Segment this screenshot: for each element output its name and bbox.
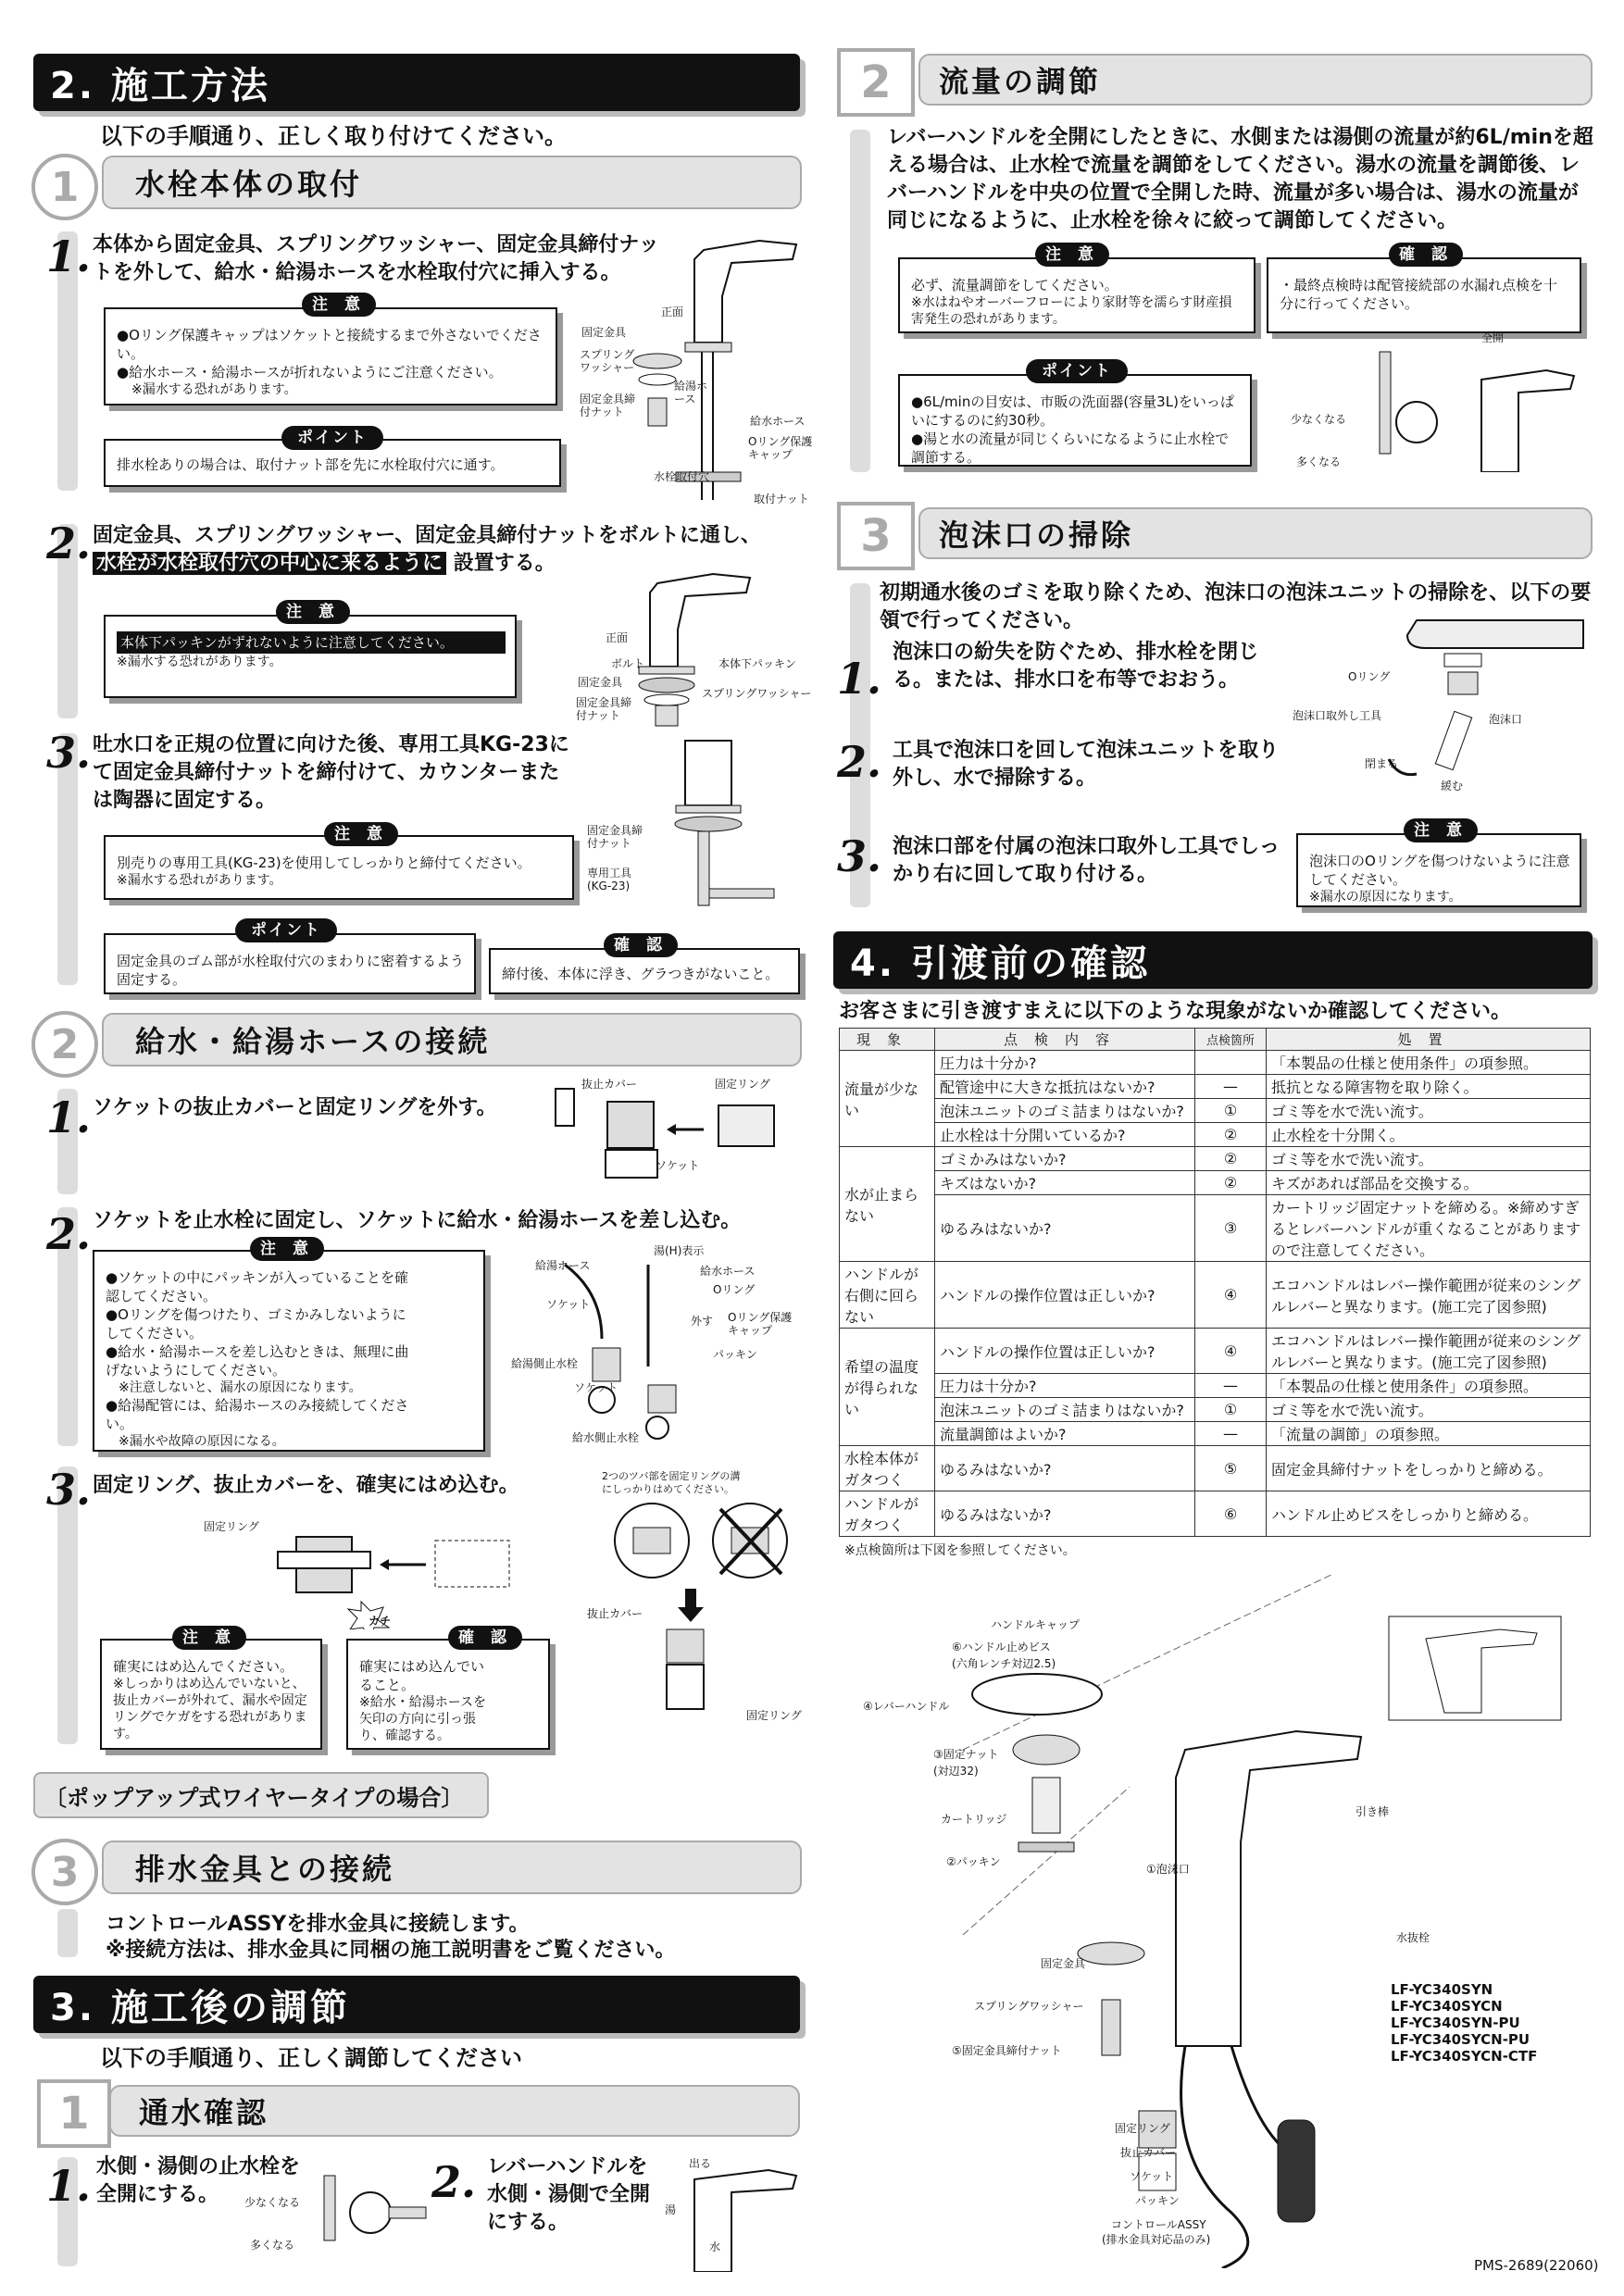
step-sidebar [850,130,870,472]
sub-3-line1: コントロールASSYを排水金具に接続します。 [106,1913,530,1936]
fig-label: 出る [689,2157,712,2170]
confirm-label: 確 認 [1389,243,1463,267]
step-2-number: 2. [46,518,92,568]
aerator-step2-text: 工具で泡沫口を回して泡沫ユニットを取り外し、水で掃除する。 [893,739,1280,790]
part-label: ③固定ナット [933,1748,999,1761]
sub-2-number: 2 [31,1011,98,1078]
fig-label: 湯(H)表示 [654,1244,705,1257]
section-3-intro: 以下の手順通り、正しく調節してください [100,2045,522,2071]
fig-label: 緩む [1441,780,1464,792]
fig-label: 給水側止水栓 [572,1431,640,1444]
section-2-header [33,54,800,111]
fig-label: 固定リング [204,1520,259,1533]
fig-label: ソケット [574,1381,618,1394]
step-3-text: 固定リング、抜止カバーを、確実にはめ込む。 [93,1474,519,1497]
caution-note: ※漏水の原因になります。 [1309,890,1462,905]
sec3-step2-number: 2. [431,2157,477,2207]
check-cell: ハンドルの操作位置は正しいか? [935,1329,1195,1374]
check-cell: 泡沫ユニットのゴミ詰まりはないか? [935,1099,1195,1123]
action-cell: 抵抗となる障害物を取り除く。 [1267,1075,1591,1099]
step-2-highlight: 水栓が水栓取付穴の中心に来るように [93,552,446,575]
fig-label: 少なくなる [244,2196,301,2209]
caution-label: 注 意 [302,293,376,317]
mark-cell: — [1195,1075,1267,1099]
caution-label: 注 意 [276,600,350,624]
caution-line: ●Oリング保護キャップはソケットと接続するまで外さないでください。 [117,327,542,362]
step-1-caution-box [104,307,557,406]
valve-figure [306,2166,435,2259]
popup-title: 〔ポップアップ式ワイヤータイプの場合〕 [44,1784,464,1811]
check-cell: ゆるみはないか? [935,1446,1195,1491]
table-row [840,1099,1591,1123]
fig-label: 給湯側止水栓 [511,1357,579,1370]
doc-code: PMS-2689(22060) [1474,2257,1599,2274]
table-row [840,1051,1591,1075]
mark-cell: ⑥ [1195,1491,1267,1537]
fig-label: 正面 [661,306,684,318]
table-row [840,1195,1591,1262]
phenomenon-cell: 流量が少ない [840,1051,935,1147]
check-cell: ハンドルの操作位置は正しいか? [935,1262,1195,1329]
fig-label: 水栓取付穴 [654,470,710,483]
confirm-text: 締付後、本体に浮き、グラつきがないこと。 [502,966,780,982]
caution-note: ※水はねやオーバーフローにより家財等を濡らす財産損害発生の恐れがあります。 [911,295,1232,327]
phenomenon-cell: ハンドルがガタつく [840,1491,935,1537]
action-cell: エコハンドルはレバー操作範囲が従来のシングルレバーと異なります。(施工完了図参照) [1267,1262,1591,1329]
fig-label: 正面 [606,631,629,644]
table-row [840,1446,1591,1491]
flow-valve-figure [1305,343,1583,472]
action-cell: 「本製品の仕様と使用条件」の項参照。 [1267,1374,1591,1398]
sec3-sub1-number: 1 [37,2079,111,2148]
section-3-title: 3. 施工後の調節 [50,1986,350,2029]
sec3-sub1-header [109,2085,800,2137]
model-name: LF-YC340SYN [1391,1981,1493,1998]
phenomenon-cell: 水が止まらない [840,1147,935,1262]
part-label: ソケット [1130,2170,1174,2183]
flow-caution-box [898,257,1255,333]
sub-3-line2: ※接続方法は、排水金具に同梱の施工説明書をご覧ください。 [106,1939,676,1962]
sub-2-title: 給水・給湯ホースの接続 [135,1024,491,1059]
fig-label: 多くなる [1296,455,1342,468]
fig-label: 全開 [1481,331,1505,344]
fig-label: ボルト [611,657,645,670]
table-row [840,1491,1591,1537]
step-3-text: 吐水口を正規の位置に向けた後、専用工具KG-23にて固定金具締付ナットを締付けて、カウンターまたは陶器に固定する。 [93,733,569,812]
model-name: LF-YC340SYCN-PU [1391,2031,1530,2048]
fig-label: パッキン [713,1348,757,1361]
sub-3-number: 3 [31,1839,98,1905]
caution-note: ※注意しないと、漏水の原因になります。 [119,1380,362,1395]
action-cell: キズがあれば部品を交換する。 [1267,1171,1591,1195]
fig-label: Oリング [713,1283,756,1296]
part-label: ②パッキン [946,1855,1001,1868]
caution-label: 注 意 [172,1626,246,1650]
inset-label: 水抜栓 [1396,1931,1430,1944]
step-2-number: 2. [46,1209,92,1259]
fig-label: Oリング保護キャップ [748,435,813,461]
mark-cell: ③ [1195,1195,1267,1262]
fig-label: スプリングワッシャー [702,687,812,700]
mark-cell: ② [1195,1147,1267,1171]
fig-label: 給湯ホース [535,1259,591,1272]
caution-label: 注 意 [1035,243,1109,267]
fig-label: 固定リング [715,1078,770,1091]
caution-line: ●Oリングを傷つけたり、ゴミかみしないようにしてください。 [106,1306,406,1341]
part-label: ④レバーハンドル [863,1700,950,1713]
model-name: LF-YC340SYCN [1391,1998,1503,2015]
check-cell: 圧力は十分か? [935,1374,1195,1398]
fig-label: 泡沫口 [1489,713,1523,726]
fig-label: 泡沫口取外し工具 [1293,709,1382,722]
table-row [840,1075,1591,1099]
caution-note: ※しっかりはめ込んでいないと、抜止カバーが外れて、漏水や固定リングでケガをする恐れがあります。 [113,1677,307,1741]
point-label: ポイント [281,426,383,450]
sec3-step1-number: 1. [46,2161,92,2211]
sec3-sub3-header [918,507,1593,559]
point-text: 排水栓ありの場合は、取付ナット部を先に水栓取付穴に通す。 [117,456,505,473]
mark-cell: ① [1195,1099,1267,1123]
confirm-label: 確 認 [604,933,678,957]
aerator-step1-number: 1. [837,654,882,704]
point-line: ●6L/minの目安は、市販の洗面器(容量3L)をいっぱいにするのに約30秒。 [911,393,1234,429]
fig-label: 湯 [665,2203,677,2216]
caution-label: 注 意 [1404,818,1478,842]
fig-label: 給水ホース [700,1265,756,1278]
fig-label: 給水ホース [750,415,806,428]
phenomenon-cell: 水栓本体がガタつく [840,1446,935,1491]
part-label: コントロールASSY [1111,2218,1206,2231]
fig-label: カチ [369,1615,392,1628]
caution-line: 必ず、流量調節をしてください。 [911,277,1118,293]
aerator-step1-text: 泡沫口の紛失を防ぐため、排水栓を閉じる。または、排水口を布等でおおう。 [893,641,1259,692]
step-1-text: 本体から固定金具、スプリングワッシャー、固定金具締付ナットを外して、給水・給湯ホースを水栓取付穴に挿入する。 [93,233,659,284]
fig-label: 抜止カバー [587,1607,643,1620]
sub-3-header [102,1841,802,1894]
step-3-caution-box [100,1639,322,1750]
table-row [840,1123,1591,1147]
caution-note: ※漏水する恐れがあります。 [117,873,282,888]
caution-line: 確実にはめ込んでください。 [113,1658,294,1675]
point-label: ポイント [235,918,337,942]
action-cell: ゴミ等を水で洗い流す。 [1267,1398,1591,1422]
action-cell: ゴミ等を水で洗い流す。 [1267,1147,1591,1171]
mark-cell: ⑤ [1195,1446,1267,1491]
fig-label: 固定リング [746,1709,802,1722]
exploded-diagram [833,1565,1593,2268]
mark-cell [1195,1051,1267,1075]
section-2-intro: 以下の手順通り、正しく取り付けてください。 [100,123,567,149]
part-label: ⑥ハンドル止めビス [952,1641,1051,1653]
fig-label: 専用工具(KG-23) [587,867,632,892]
aerator-caution-box [1296,833,1581,907]
fig-label: 外す [691,1315,714,1328]
step-3-number: 3. [46,1465,92,1515]
action-cell: 「流量の調節」の項参照。 [1267,1422,1591,1446]
check-table [839,1028,1591,1537]
point-line: ●湯と水の流量が同じくらいになるように止水栓で調節する。 [911,430,1230,466]
part-label: (対辺32) [933,1765,979,1778]
model-list [1391,1981,1537,2065]
sec3-sub3-number: 3 [837,502,915,570]
action-cell: ゴミ等を水で洗い流す。 [1267,1099,1591,1123]
check-cell: 圧力は十分か? [935,1051,1195,1075]
part-label: パッキン [1135,2194,1180,2207]
point-label: ポイント [1026,359,1128,383]
fig-label: 本体下パッキン [718,657,796,670]
check-cell: ゆるみはないか? [935,1195,1195,1262]
fig-label: 給湯ホース [674,380,708,406]
mark-cell: ④ [1195,1262,1267,1329]
sub-2-header [102,1013,802,1067]
supply-connection-figure [500,1255,806,1450]
point-text: 固定金具のゴム部が水栓取付穴のまわりに密着するよう固定する。 [117,953,465,988]
confirm-line: 確実にはめ込んでいること。 [359,1658,485,1693]
action-cell: エコハンドルはレバー操作範囲が従来のシングルレバーと異なります。(施工完了図参照) [1267,1329,1591,1374]
check-cell: キズはないか? [935,1171,1195,1195]
aerator-step3-text: 泡沫口部を付属の泡沫口取外し工具でしっかり右に回して取り付ける。 [893,835,1280,886]
step-2-text: ソケットを止水栓に固定し、ソケットに給水・給湯ホースを差し込む。 [93,1209,742,1232]
sec3-sub1-title: 通水確認 [139,2095,269,2130]
sec3-step2-text: レバーハンドルを水側・湯側で全開にする。 [487,2155,651,2234]
part-label: 抜止カバー [1120,2146,1177,2159]
action-cell: 固定金具締付ナットをしっかりと締める。 [1267,1446,1591,1491]
section-3-header [33,1976,800,2033]
action-cell: カートリッジ固定ナットを締める。※締めすぎるとレバーハンドルが重くなることがありますので注意してください。 [1267,1195,1591,1262]
check-cell: 泡沫ユニットのゴミ詰まりはないか? [935,1398,1195,1422]
check-cell: 配管途中に大きな抵抗はないか? [935,1075,1195,1099]
sub-1-number: 1 [31,154,98,220]
sec3-sub2-title: 流量の調節 [939,64,1102,99]
table-row [840,1422,1591,1446]
aerator-intro: 初期通水後のゴミを取り除くため、泡沫口の泡沫ユニットの掃除を、以下の要領で行ってください。 [880,581,1592,632]
fig-label: ソケット [656,1159,700,1172]
sub-1-title: 水栓本体の取付 [135,167,363,202]
caution-line: ●給水ホース・給湯ホースが折れないようにご注意ください。 [117,364,503,381]
section-4-title: 4. 引渡前の確認 [850,942,1150,985]
fig-label: Oリング [1348,670,1391,683]
model-name: LF-YC340SYCN-CTF [1391,2048,1538,2065]
column-header: 点検箇所 [1195,1029,1267,1051]
sec3-step1-text: 水側・湯側の止水栓を全開にする。 [96,2155,301,2206]
fig-label: 固定金具 [578,676,623,689]
fig-label: 少なくなる [1291,413,1347,426]
caution-line: 泡沫口のOリングを傷つけないように注意してください。 [1309,853,1570,888]
confirm-label: 確 認 [448,1626,522,1650]
fig-label: 閉まる [1365,757,1399,770]
part-label: スプリングワッシャー [974,2000,1084,2013]
flow-confirm-box [1267,257,1581,333]
sub-3-title: 排水金具との接続 [135,1852,395,1887]
confirm-text: ・最終点検時は配管接続部の水漏れ点検を十分に行ってください。 [1280,277,1558,312]
caution-note: ※漏水や故障の原因になる。 [119,1434,285,1449]
phenomenon-cell: 希望の温度が得られない [840,1329,935,1446]
mark-cell: ① [1195,1398,1267,1422]
table-row [840,1374,1591,1398]
part-label: (六角レンチ対辺2.5) [952,1657,1056,1670]
confirm-note: ※給水・給湯ホースを矢印の方向に引っ張り、確認する。 [359,1695,487,1743]
caution-label: 注 意 [324,822,398,846]
caution-label: 注 意 [250,1237,324,1261]
step-2-text-b: 設置する。 [453,552,556,575]
table-header-row [840,1029,1591,1051]
caution-highlight: 本体下パッキンがずれないように注意してください。 [117,631,506,654]
part-label: ⑤固定金具締付ナット [952,2044,1062,2057]
lever-figure [667,2152,806,2272]
phenomenon-cell: ハンドルが右側に回らない [840,1262,935,1329]
fig-label: 固定金具 [581,326,627,339]
section-4-header [833,931,1593,989]
table-row [840,1329,1591,1374]
fig-label: 取付ナット [754,493,809,505]
fig-label: 固定金具締付ナット [580,393,636,418]
caution-line: ●ソケットの中にパッキンが入っていることを確認してください。 [106,1269,409,1304]
caution-note: ※漏水する恐れがあります。 [117,655,282,669]
check-cell: ゴミかみはないか? [935,1147,1195,1171]
mark-cell: — [1195,1422,1267,1446]
caution-line: 別売りの専用工具(KG-23)を使用してしっかりと締付てください。 [117,855,531,871]
sec3-sub2-number: 2 [837,48,915,117]
action-cell: ハンドル止めビスをしっかりと締める。 [1267,1491,1591,1537]
step-2-caution-box [93,1250,485,1452]
ring-fit-figure [185,1518,537,1629]
caution-line: ●給水・給湯ホースを差し込むときは、無理に曲げないようにしてください。 [106,1343,409,1379]
step-3-confirm-box [346,1639,550,1750]
check-cell: ゆるみはないか? [935,1491,1195,1537]
mark-cell: ② [1195,1123,1267,1147]
fig-label: 抜止カバー [581,1078,638,1091]
mark-cell: — [1195,1374,1267,1398]
check-cell: 流量調節はよいか? [935,1422,1195,1446]
action-cell: 止水栓を十分開く。 [1267,1123,1591,1147]
aerator-step2-number: 2. [837,737,882,787]
fig-label: 2つのツバ部を固定リングの溝にしっかりはめてください。 [602,1470,741,1495]
fig-label: 固定金具締付ナット [587,824,643,850]
sec3-sub3-title: 泡沫口の掃除 [939,518,1134,553]
column-header: 現象 [840,1029,935,1051]
column-header: 点検内容 [935,1029,1195,1051]
table-row [840,1398,1591,1422]
part-label: 引き棒 [1355,1805,1390,1818]
step-2-caution-box [104,615,517,698]
part-label: 固定リング [1115,2122,1170,2135]
part-label: ①泡沫口 [1146,1863,1190,1876]
section-4-intro: お客さまに引き渡すまえに以下のような現象がないか確認してください。 [839,1000,1512,1023]
ok-ng-figure [611,1500,806,1713]
mark-cell: ④ [1195,1329,1267,1374]
sub-1-header [102,156,802,209]
step-1-number: 1. [46,1092,92,1142]
action-cell: 「本製品の仕様と使用条件」の項参照。 [1267,1051,1591,1075]
aerator-step3-number: 3. [837,831,882,881]
step-2-text-a: 固定金具、スプリングワッシャー、固定金具締付ナットをボルトに通し、 [93,524,761,547]
fig-label: Oリング保護キャップ [728,1311,793,1337]
flow-point-box [898,374,1252,467]
step-1-text: ソケットの抜止カバーと固定リングを外す。 [93,1096,497,1119]
table-row [840,1147,1591,1171]
check-cell: 止水栓は十分開いているか? [935,1123,1195,1147]
model-name: LF-YC340SYN-PU [1391,2015,1520,2031]
part-label: カートリッジ [941,1813,1007,1826]
part-label: ハンドルキャップ [991,1618,1081,1631]
fig-label: 水 [709,2240,721,2253]
column-header: 処置 [1267,1029,1591,1051]
table-footnote: ※点検箇所は下図を参照してください。 [844,1543,1076,1558]
part-label: (排水金具対応品のみ) [1102,2233,1211,2246]
step-sidebar [57,1909,78,1957]
table-row [840,1171,1591,1195]
step-3-number: 3. [46,728,92,778]
section-2-title: 2. 施工方法 [50,64,270,107]
caution-note: ※漏水する恐れがあります。 [131,382,297,397]
caution-line: ●給湯配管には、給湯ホースのみ接続してください。 [106,1397,409,1432]
mark-cell: ② [1195,1171,1267,1195]
step-1-number: 1. [46,231,92,281]
fig-label: 多くなる [250,2239,295,2252]
flow-text: レバーハンドルを全開にしたときに、水側または湯側の流量が約6L/minを超える場合は、止水栓で流量を調節をしてください。湯水の流量を調節後、レバーハンドルを中央の位置で全開した時、流量が多い場合は、湯水の流量が同じになるように、止水栓を徐々に絞って調節してください。 [887,126,1593,232]
fig-label: 固定金具締付ナット [576,696,632,722]
popup-title-bar [33,1772,489,1818]
sec3-sub2-header [918,54,1593,106]
tool-figure [648,731,806,917]
fig-label: スプリングワッシャー [580,348,635,374]
fig-label: ソケット [546,1298,591,1311]
part-label: 固定金具 [1041,1957,1086,1970]
table-row [840,1262,1591,1329]
